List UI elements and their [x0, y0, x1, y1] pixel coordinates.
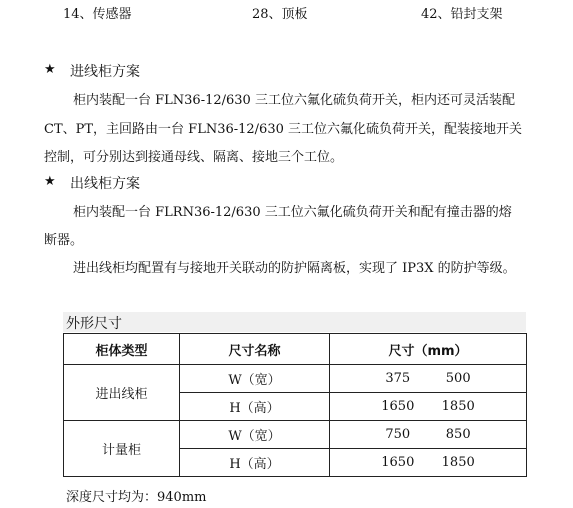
value-a: 750 — [385, 427, 411, 442]
value-b: 1850 — [441, 399, 475, 414]
dimension-value-cell — [330, 449, 527, 477]
dimension-name-cell: H（高） — [180, 449, 330, 477]
dimension-value-cell — [330, 421, 527, 449]
part-label-42: 42、铅封支架 — [421, 7, 503, 22]
inlet-line-2: CT、PT，主回路由一台 FLN36-12/630 三工位六氟化硫负荷开关，配装接地开关 — [44, 122, 522, 137]
dimension-name-cell: H（高） — [180, 393, 330, 421]
table-caption: 外形尺寸 — [66, 316, 122, 332]
table-row — [64, 421, 527, 449]
outlet-line-2: 断器。 — [44, 233, 84, 248]
value-a: 375 — [385, 371, 411, 386]
depth-footnote: 深度尺寸均为：940mm — [66, 490, 207, 505]
cabinet-type-cell: 进出线柜 — [64, 365, 180, 421]
dimension-name-cell: W（宽） — [180, 421, 330, 449]
value-a: 1650 — [381, 399, 415, 414]
table-caption-background — [63, 312, 526, 332]
table-row — [64, 365, 527, 393]
inlet-line-1: 柜内装配一台 FLN36-12/630 三工位六氟化硫负荷开关，柜内还可灵活装配 — [73, 93, 515, 108]
star-bullet-icon: ★ — [44, 174, 56, 189]
dimension-value-cell — [330, 393, 527, 421]
inlet-section-title: 进线柜方案 — [70, 64, 140, 80]
outlet-line-3: 进出线柜均配置有与接地开关联动的防护隔离板，实现了 IP3X 的防护等级。 — [73, 261, 516, 276]
value-b: 1850 — [441, 455, 475, 470]
value-a: 1650 — [381, 455, 415, 470]
outlet-line-1: 柜内装配一台 FLRN36-12/630 三工位六氟化硫负荷开关和配有撞击器的熔 — [73, 205, 512, 220]
part-label-28: 28、顶板 — [252, 7, 308, 22]
dimension-name-cell: W（宽） — [180, 365, 330, 393]
dimensions-table — [63, 333, 527, 477]
star-bullet-icon: ★ — [44, 62, 56, 77]
inlet-line-3: 控制，可分别达到接通母线、隔离、接地三个工位。 — [44, 150, 344, 165]
header-dimension-value: 尺寸（mm） — [330, 334, 527, 365]
cabinet-type-cell: 计量柜 — [64, 421, 180, 477]
table-header-row — [64, 334, 527, 365]
outlet-section-title: 出线柜方案 — [70, 176, 140, 192]
dimension-value-cell — [330, 365, 527, 393]
header-cabinet-type: 柜体类型 — [64, 334, 180, 365]
value-b: 850 — [445, 427, 471, 442]
value-b: 500 — [445, 371, 471, 386]
part-label-14: 14、传感器 — [63, 7, 132, 22]
header-dimension-name: 尺寸名称 — [180, 334, 330, 365]
